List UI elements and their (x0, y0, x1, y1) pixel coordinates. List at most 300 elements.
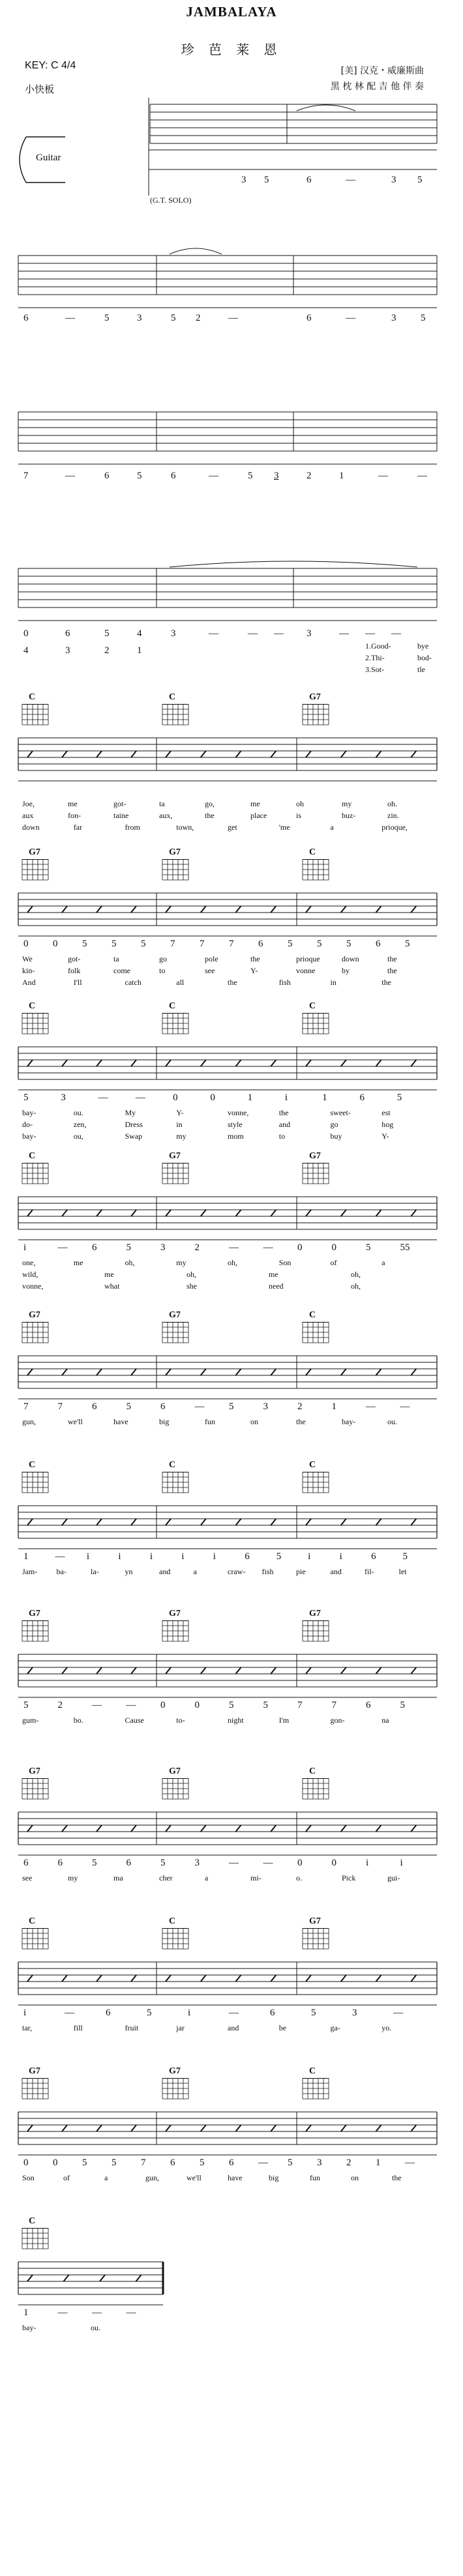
system-6 (0, 847, 463, 991)
lyric: prioque (296, 954, 320, 963)
lyric: oh. (387, 799, 397, 808)
note-number: 6 (371, 1551, 376, 1562)
lyric: oh, (228, 1258, 237, 1267)
system-15 (0, 2216, 463, 2360)
lyric: ou, (73, 1132, 83, 1141)
note-number: 5 (248, 471, 253, 481)
chord-name: C (309, 1001, 316, 1011)
lyric: prioque, (381, 823, 408, 832)
song-subtitle-chinese: 珍 芭 莱 恩 (181, 42, 282, 57)
chord-name: G7 (169, 1766, 181, 1776)
lyric: to- (176, 1716, 185, 1725)
lyric: in (330, 978, 336, 987)
lyric: fill (73, 2023, 83, 2032)
lyric: a (205, 1873, 209, 1882)
note-number: 0 (160, 1700, 166, 1710)
lyric: style (228, 1120, 243, 1129)
lyric: pie (296, 1567, 306, 1576)
lyric: ba- (56, 1567, 67, 1576)
note-number: 7 (23, 1401, 29, 1412)
chord-name: C (169, 1001, 176, 1011)
tab-staff-15 (0, 2228, 463, 2326)
lyric: pole (205, 954, 218, 963)
note-number: 2 (104, 645, 110, 656)
lyric: cher (159, 1873, 173, 1882)
note-number: 0 (297, 1242, 303, 1253)
lyric: me (269, 1270, 278, 1279)
note-number: 6 (92, 1242, 97, 1253)
lyric: tle (417, 665, 425, 674)
note-number: 3 (306, 628, 312, 639)
note-number: i (308, 1551, 311, 1562)
note-number: 5 (417, 175, 423, 185)
lyric: jar (176, 2023, 185, 2032)
lyric: My (125, 1108, 136, 1117)
note-number: 2 (194, 1242, 200, 1253)
note-number: — (57, 1242, 68, 1253)
chord-name: G7 (169, 847, 181, 857)
lyric: Pick (342, 1873, 356, 1882)
note-number: 7 (200, 939, 205, 949)
note-number: 7 (229, 939, 234, 949)
lyric: down (342, 954, 359, 963)
lyric: folk (68, 966, 81, 975)
note-number: 6 (245, 1551, 250, 1562)
chord-name: C (29, 1916, 36, 1926)
note-number: 3 (317, 2158, 322, 2168)
lyric: big (269, 2173, 279, 2182)
note-number: — (366, 1401, 376, 1412)
note-number: 6 (23, 313, 29, 323)
lyric: is (296, 811, 302, 820)
note-number: 55 (400, 1242, 410, 1253)
note-number: 5 (137, 471, 142, 481)
note-number: — (417, 471, 427, 481)
note-number: 3 (171, 628, 176, 639)
note-number: 5 (311, 2008, 316, 2018)
note-number: 0 (210, 1092, 215, 1103)
note-number: 5 (405, 939, 410, 949)
chord-name: G7 (29, 1766, 40, 1776)
note-number: 6 (270, 2008, 275, 2018)
lyric: town, (176, 823, 194, 832)
note-number: 6 (126, 1858, 131, 1868)
note-number: 5 (288, 939, 293, 949)
note-number: 3 (263, 1401, 268, 1412)
note-number: 6 (229, 2158, 234, 2168)
note-number: 0 (23, 628, 29, 639)
lyric: the (392, 2173, 402, 2182)
system-4 (0, 555, 463, 673)
lyric: catch (125, 978, 142, 987)
note-number: 5 (141, 939, 146, 949)
note-number: i (86, 1551, 90, 1562)
note-number: i (400, 1858, 403, 1868)
chord-name: G7 (169, 2066, 181, 2076)
system-5 (0, 692, 463, 836)
lyric: we'll (68, 1417, 83, 1426)
chord-name: C (169, 1916, 176, 1926)
lyric: I'll (73, 978, 82, 987)
note-number: — (194, 1401, 205, 1412)
note-number: i (213, 1551, 216, 1562)
lyric: bo. (73, 1716, 83, 1725)
chord-name: C (309, 1460, 316, 1470)
lyric: got- (113, 799, 127, 808)
lyric: Dress (125, 1120, 143, 1129)
lyric: ta (113, 954, 119, 963)
chord-name: C (29, 1001, 36, 1011)
note-number: 5 (171, 313, 176, 323)
lyric: a (381, 1258, 385, 1267)
note-number: 6 (23, 1858, 29, 1868)
lyric: do- (22, 1120, 33, 1129)
note-number: — (55, 1551, 65, 1562)
note-number: — (393, 2008, 403, 2018)
lyric: come (113, 966, 130, 975)
note-number: 1 (339, 471, 344, 481)
note-number: 5 (23, 1700, 29, 1710)
chord-name: G7 (169, 1151, 181, 1161)
lyric: the (228, 978, 237, 987)
lyric: all (176, 978, 185, 987)
system-7 (0, 1001, 463, 1145)
note-number: — (346, 175, 355, 185)
chord-name: G7 (29, 2066, 40, 2076)
lyric: buy (330, 1132, 342, 1141)
chord-name: C (309, 1310, 316, 1320)
lyric: in (176, 1120, 183, 1129)
lyric: fun (310, 2173, 320, 2182)
note-number: 0 (173, 1092, 178, 1103)
note-number: 7 (57, 1401, 63, 1412)
lyric: my (68, 1873, 78, 1882)
note-number: 5 (126, 1401, 131, 1412)
note-number: — (405, 2158, 415, 2168)
note-number: 6 (170, 2158, 175, 2168)
lyric: of (63, 2173, 70, 2182)
note-number: 2 (297, 1401, 303, 1412)
chord-name: G7 (29, 1310, 40, 1320)
lyric: night (228, 1716, 244, 1725)
lyric: a (104, 2173, 108, 2182)
lyric: by (342, 966, 350, 975)
note-number: 2 (306, 471, 312, 481)
lyric: hog (381, 1120, 394, 1129)
chord-name: G7 (309, 1151, 321, 1161)
note-number: — (365, 628, 375, 639)
note-number: — (229, 2008, 239, 2018)
tab-staff-4 (0, 555, 463, 634)
chord-name: G7 (29, 1609, 40, 1618)
system-11 (0, 1609, 463, 1752)
note-number: 0 (53, 2158, 58, 2168)
chord-name: C (309, 2066, 316, 2076)
system-8 (0, 1151, 463, 1295)
note-number: 2 (196, 313, 201, 323)
note-number: — (65, 313, 75, 323)
lyric: fruit (125, 2023, 139, 2032)
lyric: fun (205, 1417, 215, 1426)
lyric: vonne (296, 966, 316, 975)
lyric: the (205, 811, 215, 820)
note-number: 6 (306, 175, 312, 185)
lyric: let (398, 1567, 407, 1576)
lyric: to (278, 1132, 286, 1141)
lyric: to (159, 966, 166, 975)
note-number: 5 (400, 1700, 405, 1710)
lyric: kin- (22, 966, 35, 975)
lyric: ga- (330, 2023, 340, 2032)
note-number: i (339, 1551, 342, 1562)
note-number: 3 (274, 471, 279, 481)
lyric: o. (296, 1873, 302, 1882)
lyric: aux (22, 811, 34, 820)
note-number: 0 (23, 2158, 29, 2168)
lyric: zen, (73, 1120, 87, 1129)
note-number: 5 (126, 1242, 131, 1253)
lyric: la- (91, 1567, 99, 1576)
lyric: oh, (351, 1281, 361, 1291)
lyric: bay- (342, 1417, 356, 1426)
lyric: buz- (342, 811, 356, 820)
note-number: 6 (160, 1401, 166, 1412)
chord-name: G7 (309, 692, 321, 702)
note-number: 3 (65, 645, 70, 656)
system-1 (0, 98, 463, 215)
lyric: Cause (125, 1716, 144, 1725)
note-number: — (248, 628, 258, 639)
note-number: 4 (137, 628, 142, 639)
note-number: — (229, 1242, 239, 1253)
lyric: taine (113, 811, 129, 820)
lyric: 'me (278, 823, 290, 832)
note-number: 6 (366, 1700, 371, 1710)
lyric: gun, (145, 2173, 159, 2182)
lyric: she (187, 1281, 197, 1291)
note-number: — (209, 628, 218, 639)
lyric: ou. (91, 2323, 100, 2332)
lyric: oh (296, 799, 304, 808)
note-number: 6 (376, 939, 381, 949)
key-signature: KEY: C 4/4 (25, 60, 76, 71)
note-number: 7 (170, 939, 175, 949)
chord-name: C (169, 1460, 176, 1470)
lyric: the (387, 954, 397, 963)
note-number: 5 (263, 1700, 268, 1710)
lyric: Joe, (22, 799, 35, 808)
lyric: fish (261, 1567, 274, 1576)
lyric: bod- (417, 653, 432, 662)
chord-name: C (29, 2216, 36, 2226)
lyric: Y- (176, 1108, 184, 1117)
note-number: 2 (57, 1700, 63, 1710)
note-number: 6 (306, 313, 312, 323)
note-number: 3 (352, 2008, 357, 2018)
lyric: gon- (330, 1716, 345, 1725)
note-number: 3 (160, 1242, 166, 1253)
lyric: gun, (22, 1417, 36, 1426)
system-3 (0, 399, 463, 510)
lyric: go (330, 1120, 338, 1129)
lyric: na (381, 1716, 389, 1725)
note-number: — (339, 628, 349, 639)
lyric: oh, (351, 1270, 361, 1279)
note-number: 5 (421, 313, 426, 323)
note-number: 1 (23, 2307, 29, 2318)
lyric: me (68, 799, 78, 808)
lyric: on (351, 2173, 359, 2182)
note-number: — (258, 2158, 268, 2168)
note-number: i (23, 1242, 27, 1253)
note-number: 1 (322, 1092, 327, 1103)
note-number: — (92, 1700, 102, 1710)
note-number: 5 (402, 1551, 408, 1562)
lyric: I'm (278, 1716, 290, 1725)
lyric: the (296, 1417, 306, 1426)
chord-name: C (309, 1766, 316, 1776)
lyric: mom (228, 1132, 244, 1141)
song-title: JAMBALAYA (186, 4, 277, 20)
lyric: yo. (381, 2023, 392, 2032)
note-number: i (181, 1551, 185, 1562)
note-number: — (391, 628, 401, 639)
note-number: 0 (331, 1242, 336, 1253)
note-number: 5 (82, 2158, 87, 2168)
lyric: go, (205, 799, 215, 808)
note-number: 7 (23, 471, 29, 481)
lyric: zin. (387, 811, 399, 820)
lyric: go (159, 954, 167, 963)
lyric: 1.Good- (365, 641, 391, 651)
note-number: 5 (346, 939, 351, 949)
note-number: — (263, 1858, 273, 1868)
lyric: fish (278, 978, 291, 987)
lyric: from (125, 823, 140, 832)
note-number: 3 (241, 175, 246, 185)
note-number: 1 (247, 1092, 253, 1103)
lyric: and (228, 2023, 239, 2032)
lyric: get (228, 823, 237, 832)
note-number: 5 (200, 2158, 205, 2168)
note-number: 5 (112, 2158, 117, 2168)
note-number: 6 (359, 1092, 365, 1103)
lyric: ou. (73, 1108, 83, 1117)
lyric: ou. (387, 1417, 397, 1426)
lyric: place (250, 811, 267, 820)
lyric: the (381, 978, 391, 987)
lyric: we'll (187, 2173, 202, 2182)
note-number: — (229, 1858, 239, 1868)
note-number: 5 (104, 628, 110, 639)
chord-name: C (29, 1460, 36, 1470)
note-number: — (65, 2008, 74, 2018)
lyric: gui- (387, 1873, 400, 1882)
note-number: i (188, 2008, 191, 2018)
lyric: Son (22, 2173, 35, 2182)
note-number: — (274, 628, 284, 639)
system-12 (0, 1766, 463, 1910)
note-number: 2 (346, 2158, 351, 2168)
note-number: 6 (258, 939, 263, 949)
lyric: have (228, 2173, 243, 2182)
note-number: 5 (276, 1551, 282, 1562)
tab-staff-10 (0, 1472, 463, 1570)
lyric: far (73, 823, 83, 832)
note-number: 7 (331, 1700, 336, 1710)
lyric: est (381, 1108, 391, 1117)
lyric: craw- (228, 1567, 246, 1576)
system-10 (0, 1460, 463, 1603)
note-number: — (228, 313, 238, 323)
lyric: me (73, 1258, 83, 1267)
lyric: see (22, 1873, 33, 1882)
note-number: 5 (264, 175, 269, 185)
note-number: — (57, 2307, 68, 2318)
lyric: bay- (22, 1132, 37, 1141)
note-number: — (92, 2307, 102, 2318)
lyric: down (22, 823, 40, 832)
tab-staff-1 (0, 98, 463, 215)
note-number: — (65, 471, 75, 481)
note-number: 6 (65, 628, 70, 639)
lyric: Y- (250, 966, 258, 975)
lyric: wild, (22, 1270, 38, 1279)
lyric: my (176, 1258, 187, 1267)
note-number: — (209, 471, 218, 481)
lyric: Swap (125, 1132, 143, 1141)
system-13 (0, 1916, 463, 2060)
lyric: 2.Thi- (365, 653, 385, 662)
system-9 (0, 1310, 463, 1454)
note-number: — (135, 1092, 145, 1103)
lyric: gum- (22, 1716, 39, 1725)
note-number: 5 (147, 2008, 152, 2018)
lyric: a (330, 823, 334, 832)
lyric: bay- (22, 1108, 37, 1117)
note-number: 3 (391, 175, 396, 185)
lyric: Jam- (22, 1567, 38, 1576)
note-number: 6 (92, 1401, 97, 1412)
lyric: aux, (159, 811, 173, 820)
note-number: 5 (229, 1401, 234, 1412)
lyric: big (159, 1417, 170, 1426)
lyric: yn (125, 1567, 133, 1576)
lyric: one, (22, 1258, 36, 1267)
lyric: the (278, 1108, 289, 1117)
note-number: 5 (112, 939, 117, 949)
note-number: 7 (141, 2158, 146, 2168)
chord-name: C (29, 692, 36, 702)
lyric: be (278, 2023, 287, 2032)
note-number: 6 (106, 2008, 111, 2018)
system-2 (0, 242, 463, 353)
lyric: my (176, 1132, 187, 1141)
lyric: mi- (250, 1873, 261, 1882)
note-number: 1 (137, 645, 142, 656)
lyric: of (330, 1258, 337, 1267)
note-number: 6 (104, 471, 110, 481)
note-number: 4 (23, 645, 29, 656)
note-number: 5 (317, 939, 322, 949)
note-number: 5 (366, 1242, 371, 1253)
note-number: 5 (104, 313, 110, 323)
lyric: have (113, 1417, 128, 1426)
note-number: 7 (297, 1700, 303, 1710)
chord-name: G7 (309, 1916, 321, 1926)
tab-staff-2 (0, 242, 463, 321)
lyric: on (250, 1417, 258, 1426)
